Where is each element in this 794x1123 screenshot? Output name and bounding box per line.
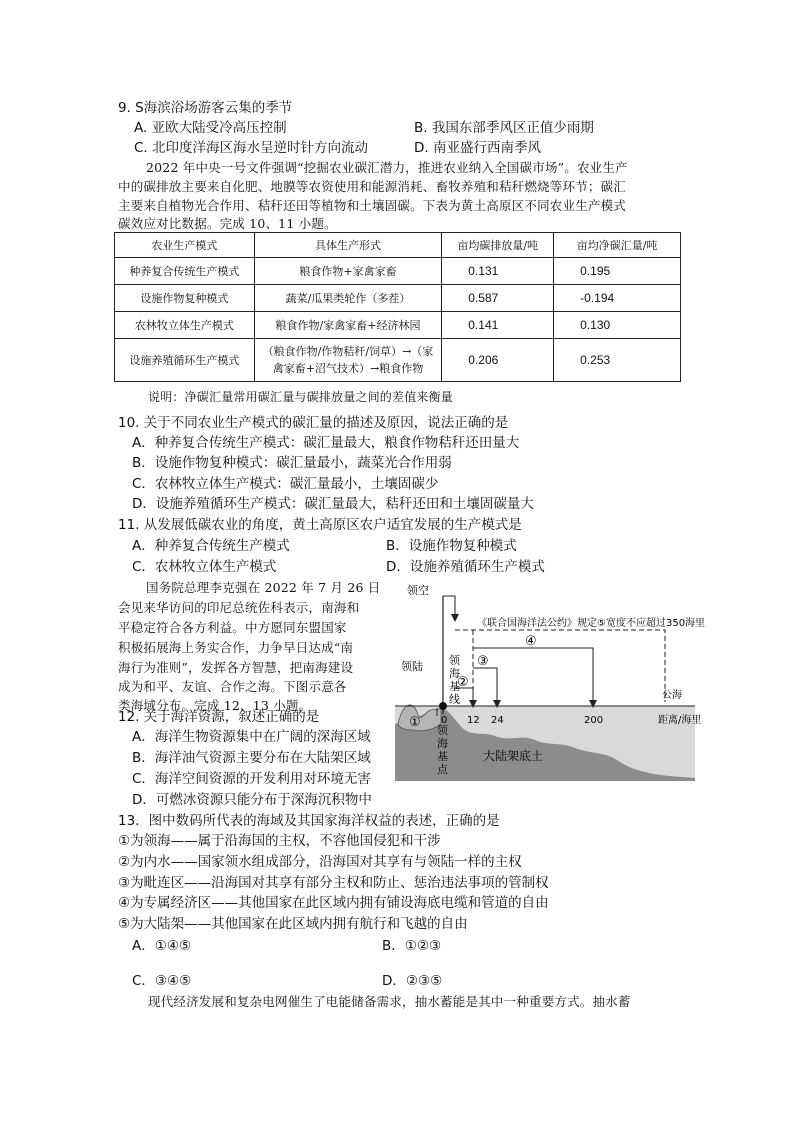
table-cell: 0.587 [442,285,554,312]
carbon-table [114,232,681,382]
marker-2: ② [457,675,469,690]
table-header-row [115,233,681,258]
land-label: 领陆 [401,660,423,673]
table-header: 亩均碳排放量/吨 [442,233,554,258]
table-cell: 0.253 [554,339,681,382]
baseline-label: 海 [449,667,460,680]
q9-option-a: A. 亚欧大陆受冷高压控制 [134,120,287,136]
q13-option-a: A．①④⑤ [132,938,192,954]
zone-4-bracket [473,648,593,702]
passage3-line: 现代经济发展和复杂电网催生了电能储备需求，抽水蓄能是其中一种重要方式。抽水蓄 [148,994,631,1009]
table-cell [254,339,442,382]
q11-option-d: D．设施养殖循环生产模式 [386,559,545,575]
q10-option-b: B．设施作物复种模式：碳汇量最小，蔬菜光合作用弱 [132,455,452,471]
q12-option-a: A．海洋生物资源集中在广阔的深海区域 [132,729,371,745]
tick-label: 24 [491,715,504,726]
baseline-label: 线 [449,693,460,706]
passage2-line: 会见来华访问的印尼总统佐科表示，南海和 [118,600,360,615]
shelf-label: 大陆架底土 [483,749,544,763]
table-cell: -0.194 [554,285,681,312]
q12-option-b: B．海洋油气资源主要分布在大陆架区域 [132,750,371,766]
q10-option-a: A．种养复合传统生产模式：碳汇量最大，粮食作物秸秆还田量大 [132,435,520,451]
table-note: 说明：净碳汇量常用碳汇量与碳排放量之间的差值来衡量 [148,390,454,404]
table-cell: 0.130 [554,312,681,339]
q13-item: ①为领海——属于沿海国的主权，不容他国侵犯和干涉 [118,833,441,849]
q13-option-c: C．③④⑤ [132,973,192,989]
sea-zones-diagram [393,584,706,784]
table-row [115,258,681,285]
q13-item: ⑤为大陆架——其他国家在此区域内拥有航行和飞越的自由 [118,916,468,932]
q11-option-b: B．设施作物复种模式 [386,538,517,554]
q13-stem: 13．图中数码所代表的海域及其国家海洋权益的表述，正确的是 [118,813,500,829]
q9-option-b: B. 我国东部季风区正值少雨期 [414,120,594,136]
q11-option-a: A．种养复合传统生产模式 [132,538,290,554]
table-cell: 粮食作物+家禽家畜 [254,258,442,285]
table-row [115,312,681,339]
q10-stem: 10. 关于不同农业生产模式的碳汇量的描述及原因，说法正确的是 [118,415,509,431]
passage2-line: 国务院总理李克强在 2022 年 7 月 26 日 [146,580,381,595]
q12-option-c: C．海洋空间资源的开发利用对环境无害 [132,771,371,787]
passage1-line: 2022 年中央一号文件强调“挖掘农业碳汇潜力，推进农业纳入全国碳市场”。农业生产 [146,160,628,175]
table-row [115,339,681,382]
q11-stem: 11. 从发展低碳农业的角度，黄土高原区农户适宜发展的生产模式是 [118,517,522,533]
q10-option-d: D．设施养殖循环生产模式：碳汇量最大，秸秆还田和土壤固碳量大 [132,496,534,512]
airspace-pointer [443,596,455,616]
passage2-line: 平稳定符合各方利益。中方愿同东盟国家 [118,620,347,635]
marker-3: ③ [477,654,489,669]
baseline-label: 领 [449,654,460,667]
q9-stem: 9. S海滨浴场游客云集的季节 [118,100,293,116]
arrow-head [451,614,459,622]
airspace-label: 领空 [407,584,429,597]
table-cell: 粮食作物/家禽家畜+经济林园 [254,312,442,339]
q12-stem: 12. 关于海洋资源，叙述正确的是 [118,709,320,725]
table-cell: 设施养殖循环生产模式 [115,339,255,382]
basepoint-label: 基 [437,750,448,763]
table-cell-line: （粮食作物/作物秸秆/饲草）→（家 [262,345,434,358]
table-cell: 种养复合传统生产模式 [115,258,255,285]
basepoint-label: 领 [437,724,448,737]
marker-1: ① [409,715,421,730]
passage2-line: 类海域分布。完成 12、13 小题。 [118,698,312,713]
passage2-line: 成为和平、友谊、合作之海。下图示意各 [118,679,347,694]
basepoint-dot [439,702,447,710]
distance-axis-label: 距离/海里 [658,715,702,726]
tick-label: 0 [441,715,448,726]
tick-label: 200 [584,715,604,726]
q9-option-d: D. 南亚盛行西南季风 [414,140,541,156]
q13-option-d: D．②③⑤ [382,973,443,989]
q11-option-c: C．农林牧立体生产模式 [132,559,277,575]
q10-option-c: C．农林牧立体生产模式：碳汇量最小，土壤固碳少 [132,476,439,492]
convention-label: 《联合国海洋法公约》规定⑤宽度不应超过350海里 [477,618,706,629]
baseline-label: 基 [449,680,460,693]
table-header: 具体生产形式 [254,233,442,258]
passage2-line: 海行为准则”，发挥各方智慧，把南海建设 [118,660,354,675]
table-cell: 0.206 [442,339,554,382]
table-row [115,285,681,312]
table-cell: 0.131 [442,258,554,285]
table-cell: 蔬菜/瓜果类轮作（多茬） [254,285,442,312]
zone-3-bracket [473,668,497,702]
passage1-line: 主要来自植物光合作用、秸秆还田等植物和土壤固碳。下表为黄土高原区不同农业生产模式 [118,198,627,213]
table-header: 亩均净碳汇量/吨 [554,233,681,258]
table-cell-line: 禽家畜+沼气技术）→粮食作物 [272,362,424,375]
q13-item: ④为专属经济区——其他国家在此区域内拥有铺设海底电缆和管道的自由 [118,895,549,911]
basepoint-label: 点 [437,763,448,776]
q13-item: ③为毗连区——沿海国对其享有部分主权和防止、惩治违法事项的管制权 [118,875,549,891]
table-header: 农业生产模式 [115,233,255,258]
table-cell: 设施作物复种模式 [115,285,255,312]
q13-option-b: B．①②③ [382,938,442,954]
q12-option-d: D．可燃冰资源只能分布于深海沉积物中 [132,792,372,808]
q13-item: ②为内水——国家领水组成部分，沿海国对其享有与领陆一样的主权 [118,854,522,870]
table-cell: 农林牧立体生产模式 [115,312,255,339]
tick-label: 12 [467,715,480,726]
high-seas-label: 公海 [662,690,682,701]
table-cell: 0.195 [554,258,681,285]
table-cell: 0.141 [442,312,554,339]
basepoint-label: 海 [437,737,448,750]
passage1-line: 中的碳排放主要来自化肥、地膜等农资使用和能源消耗、畜牧养殖和秸秆燃烧等环节；碳汇 [118,179,627,194]
q9-option-c: C. 北印度洋海区海水呈逆时针方向流动 [134,140,369,156]
passage2-line: 积极拓展海上务实合作，力争早日达成“南 [118,640,354,655]
marker-4: ④ [525,634,537,649]
passage1-line: 碳效应对比数据。完成 10、11 小题。 [118,216,337,231]
